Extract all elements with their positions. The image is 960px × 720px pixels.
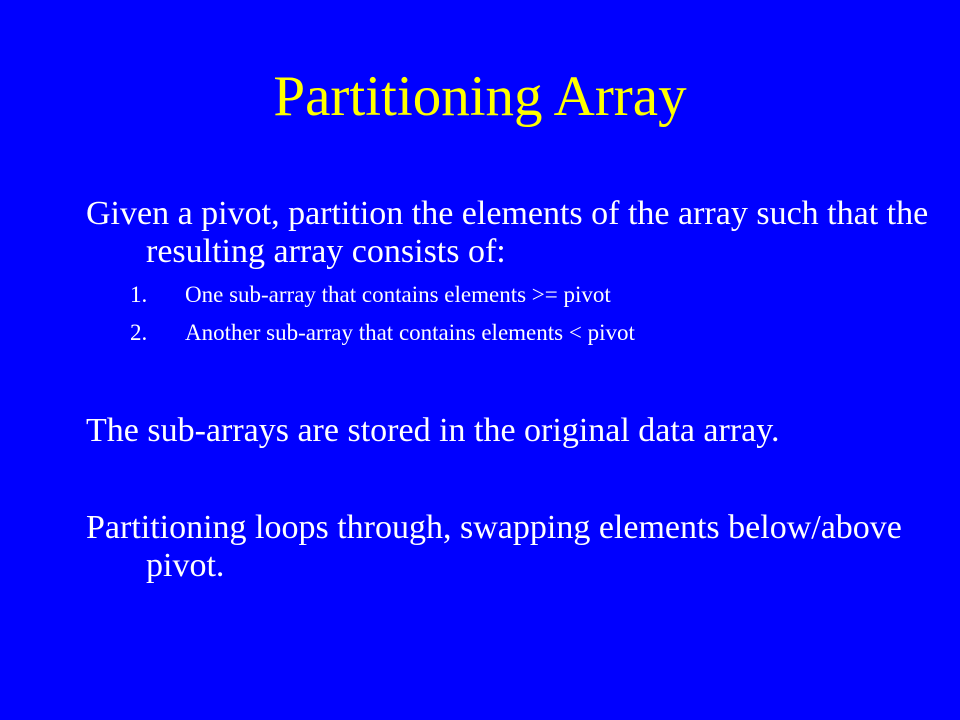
sublist-text-1: One sub-array that contains elements >= pivot xyxy=(185,282,611,307)
numbered-sublist xyxy=(130,281,635,357)
sublist-item-2 xyxy=(130,319,635,357)
sublist-text-2: Another sub-array that contains elements < pivot xyxy=(185,320,635,345)
sublist-item-1 xyxy=(130,281,635,319)
bullet-pivot-partition: Given a pivot, partition the elements of the array such that the resulting array consists of: xyxy=(86,195,929,270)
sublist-number-2: 2. xyxy=(130,320,148,345)
bullet-sub-arrays-stored: The sub-arrays are stored in the original data array. xyxy=(86,412,780,449)
slide-title: Partitioning Array xyxy=(273,65,687,128)
sublist-number-1: 1. xyxy=(130,282,148,307)
bullet-partitioning-loops: Partitioning loops through, swapping elements below/above pivot. xyxy=(86,509,902,584)
